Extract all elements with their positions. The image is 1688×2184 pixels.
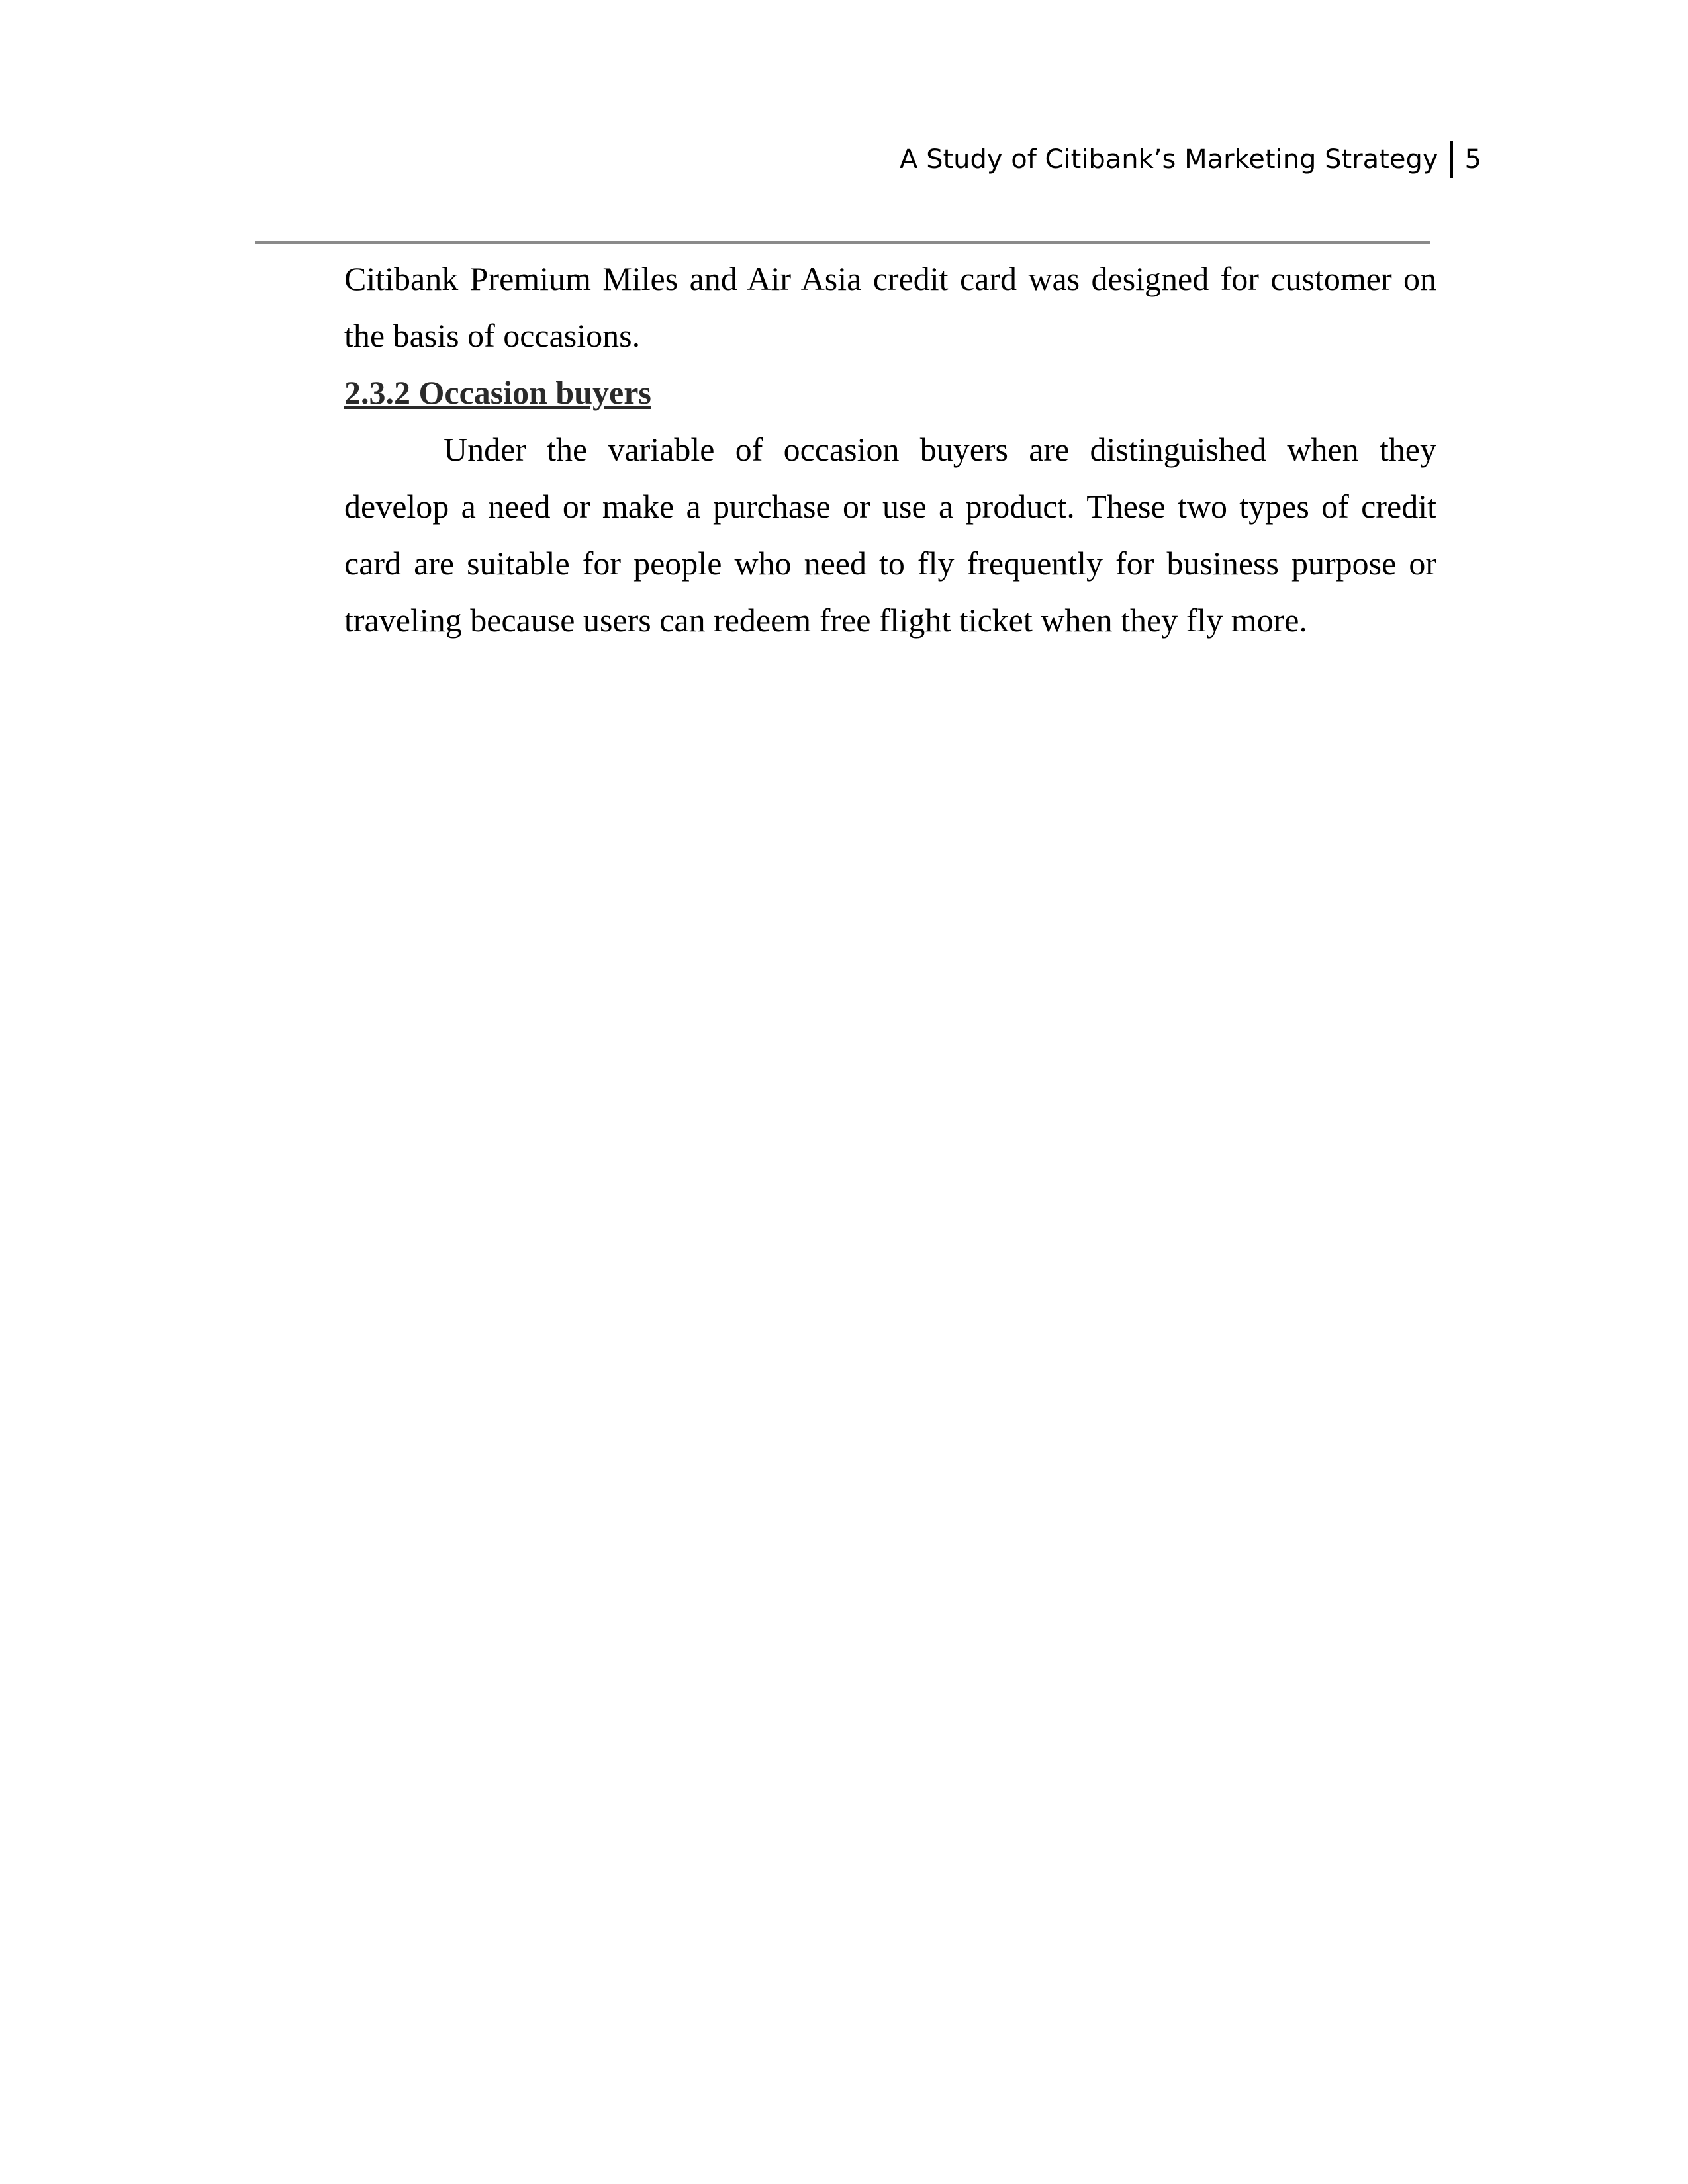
- section-paragraph: Under the variable of occasion buyers are distinguished when they develop a need or make a purchase or use a product. These two types of credit card are suitable for people who need to fly frequently for business purpose or traveling because users can redeem free flight ticket when they fly more.: [344, 431, 1436, 639]
- header-separator: [1450, 141, 1453, 178]
- page-header: [900, 141, 1481, 178]
- header-title: A Study of Citibank’s Marketing Strategy: [900, 144, 1438, 175]
- page-body: [344, 250, 1436, 649]
- intro-paragraph: Citibank Premium Miles and Air Asia credit card was designed for customer on the basis of occasions.: [344, 260, 1436, 354]
- header-rule: [255, 241, 1430, 244]
- page-number: 5: [1464, 144, 1481, 175]
- section-heading: 2.3.2 Occasion buyers: [344, 374, 651, 411]
